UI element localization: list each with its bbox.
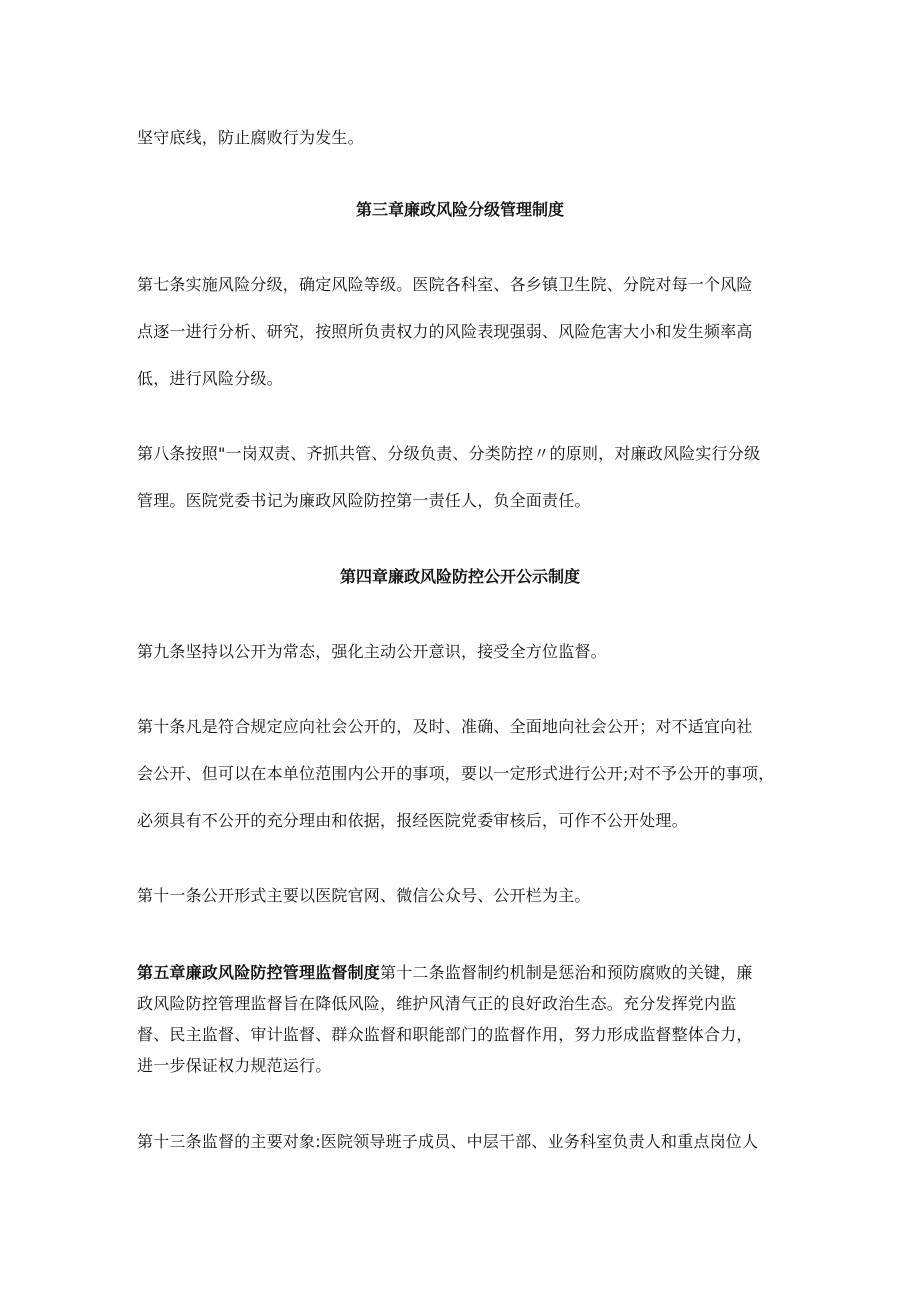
article-12 (137, 957, 789, 1081)
text-line: 第十一条公开形式主要以医院官网、微信公众号、公开栏为主。 (137, 886, 591, 905)
text-line: 必须具有不公开的充分理由和依据，报经医院党委审核后，可作不公开处理。 (137, 811, 688, 830)
article-10 (137, 703, 789, 844)
article-7 (137, 261, 789, 402)
text-line (137, 957, 789, 988)
text-line: 第十条凡是符合规定应向社会公开的，及时、准确、全面地向社会公开；对不适宜向社 (137, 717, 753, 736)
paragraph-intro (137, 114, 789, 161)
article-9 (137, 628, 789, 675)
chapter-5-heading: 第五章廉政风险防控管理监督制度 (137, 963, 381, 982)
text-line: 第八条按照"一岗双责、齐抓共管、分级负责、分类防控〃的原则，对廉政风险实行分级 (137, 444, 761, 463)
chapter-3-heading: 第三章廉政风险分级管理制度 (355, 200, 564, 219)
text-line: 进一步保证权力规范运行。 (137, 1056, 332, 1075)
text-line: 第十三条监督的主要对象:医院领导班子成员、中层干部、业务科室负责人和重点岗位人 (137, 1132, 759, 1151)
article-11 (137, 872, 789, 919)
article-13 (137, 1118, 789, 1165)
text-line: 管理。医院党委书记为廉政风险防控第一责任人，负全面责任。 (137, 491, 591, 510)
text-line: 低，进行风险分级。 (137, 369, 283, 388)
text-line: 第七条实施风险分级，确定风险等级。医院各科室、各乡镇卫生院、分院对每一个风险 (137, 275, 753, 294)
article-8 (137, 430, 789, 524)
text-fragment: 第十二条监督制约机制是惩治和预防腐败的关键，廉 (380, 963, 753, 982)
text-line: 政风险防控管理监督旨在降低风险，维护风清气正的良好政治生态。充分发挥党内监 (137, 994, 737, 1013)
text-line: 坚守底线，防止腐败行为发生。 (137, 128, 364, 147)
chapter-4-heading: 第四章廉政风险防控公开公示制度 (339, 567, 580, 586)
text-line: 点逐一进行分析、研究，按照所负责权力的风险表现强弱、风险危害大小和发生频率高 (137, 322, 753, 341)
text-line: 会公开、但可以在本单位范围内公开的事项，要以一定形式进行公开;对不予公开的事项， (137, 764, 775, 783)
text-line: 第九条坚持以公开为常态，强化主动公开意识，接受全方位监督。 (137, 642, 607, 661)
text-line: 督、民主监督、审计监督、群众监督和职能部门的监督作用，努力形成监督整体合力， (137, 1025, 753, 1044)
